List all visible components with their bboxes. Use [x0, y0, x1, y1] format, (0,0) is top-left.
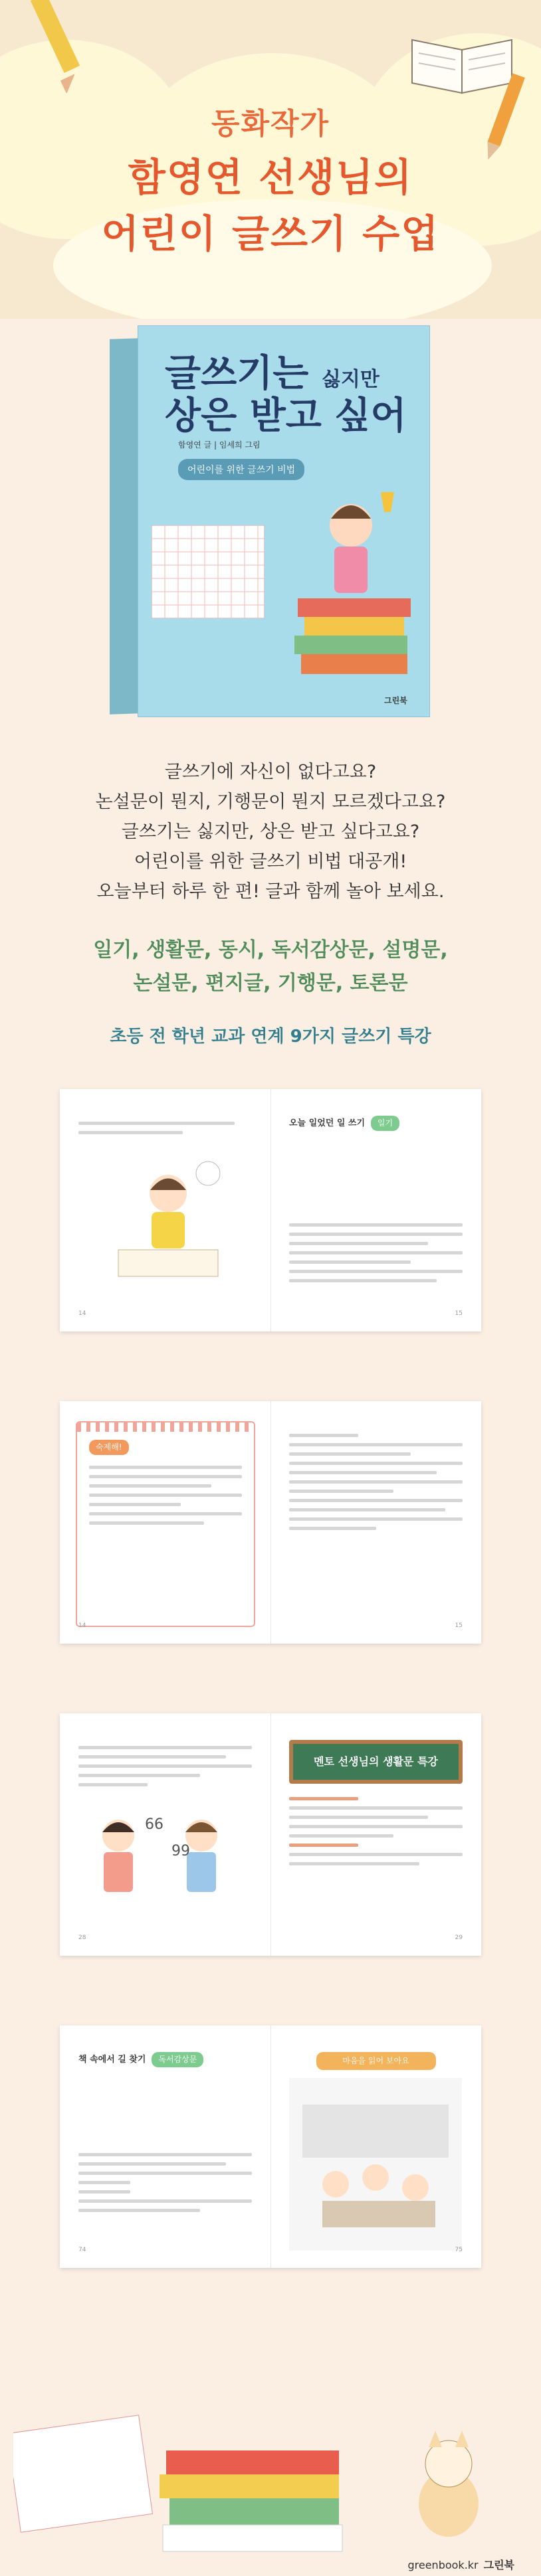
text-line: [289, 1844, 358, 1847]
page-number: 14: [78, 1310, 86, 1317]
description-line: 글쓰기에 자신이 없다고요?: [164, 762, 377, 782]
text-line: [289, 1806, 463, 1810]
pencil-icon: [13, 0, 100, 93]
footer-url[interactable]: greenbook.kr: [407, 2559, 479, 2571]
book-title-main-1: 글쓰기는: [165, 352, 309, 395]
book-title-main-2: 상은 받고 싶어: [165, 394, 407, 438]
text-line: [289, 1797, 358, 1800]
text-line: [289, 1527, 376, 1530]
spacer: [78, 2067, 252, 2147]
text-line: [89, 1466, 242, 1469]
special-lecture-banner: 초등 전 학년 교과 연계 9가지 글쓰기 특강: [110, 1027, 431, 1047]
text-line: [289, 1508, 445, 1511]
footer-credit: [407, 2557, 514, 2572]
text-line: [289, 1260, 411, 1264]
girl-writing-illustration: [92, 1154, 245, 1286]
text-line: [289, 1279, 437, 1282]
page-number: 74: [78, 2246, 86, 2253]
section-header: [289, 1116, 463, 1131]
text-line: [89, 1484, 211, 1488]
book-title-small-1: 싫지만: [321, 368, 379, 391]
text-line: [78, 1131, 183, 1134]
preview-spread-3: [60, 1713, 481, 1956]
text-line: [89, 1475, 242, 1478]
text-line: [289, 1270, 463, 1273]
text-line: [78, 1755, 226, 1759]
page-number: 28: [78, 1934, 86, 1941]
section-tag: 독서감상문: [152, 2052, 203, 2067]
grid-paper-icon: [13, 2411, 166, 2543]
preview-page-right: [270, 1713, 481, 1956]
text-line: [289, 1242, 428, 1245]
header-subtitle: 동화작가: [211, 107, 330, 141]
children-talking-illustration: [78, 1799, 238, 1899]
section-heading: 책 속에서 길 찾기: [78, 2055, 146, 2065]
page-number: 29: [455, 1934, 463, 1941]
text-line: [78, 2153, 252, 2156]
book-cover: [110, 325, 435, 717]
text-line: [289, 1462, 463, 1465]
preview-page-left: [60, 1089, 270, 1331]
book-author: 함영연 글 | 임세희 그림: [178, 440, 261, 450]
book-stack-icon: [153, 2444, 352, 2557]
genre-list-line2: 논설문, 편지글, 기행문, 토론문: [133, 972, 408, 995]
text-line: [78, 2209, 200, 2212]
text-line: [78, 2190, 130, 2193]
preview-page-left: [60, 1713, 270, 1956]
chalkboard-header: [289, 1740, 463, 1784]
text-line: [289, 1834, 393, 1838]
page-number: 14: [78, 1622, 86, 1629]
book-subtitle: 어린이를 위한 글쓰기 비법: [178, 459, 304, 480]
text-line: [289, 1471, 437, 1474]
text-line: [289, 1223, 463, 1227]
book-publisher: 그린북: [384, 696, 407, 705]
book-stack-illustration: [258, 485, 417, 685]
cat-icon: [399, 2424, 498, 2543]
footer-brand: 그린북: [483, 2559, 514, 2571]
svg-text:99: 99: [171, 1843, 190, 1859]
preview-page-right: [270, 1089, 481, 1331]
text-line: [289, 1499, 463, 1502]
header-banner: [0, 0, 541, 319]
text-line: [289, 1825, 463, 1828]
book-spine: [110, 338, 140, 715]
text-line: [78, 1746, 252, 1749]
svg-text:66: 66: [145, 1816, 163, 1833]
section-header: [78, 2052, 252, 2067]
notepad-illustration: [76, 1421, 255, 1627]
page-number: 15: [455, 1310, 463, 1317]
text-line: [289, 1517, 463, 1521]
section-heading: 오늘 일었던 일 쓰기: [289, 1118, 366, 1128]
text-line: [289, 1816, 428, 1819]
text-line: [89, 1503, 181, 1506]
text-line: [78, 1764, 252, 1768]
grid-paper-illustration: [152, 525, 265, 618]
notepad-body: [77, 1432, 254, 1539]
page-number: 15: [455, 1622, 463, 1629]
text-line: [89, 1494, 242, 1497]
book-title: [165, 353, 417, 438]
section-tag: 숙제해!: [89, 1440, 129, 1455]
preview-page-right: [270, 2025, 481, 2268]
description-line: 오늘부터 하루 한 편! 글과 함께 놀아 보세요.: [96, 881, 445, 902]
preview-page-left: [60, 1401, 270, 1644]
text-line: [289, 1490, 393, 1493]
chalkboard-title: 멘토 선생님의 생활문 특강: [314, 1755, 438, 1768]
text-line: [78, 1774, 200, 1777]
text-line: [289, 1443, 463, 1446]
text-line: [289, 1862, 419, 1865]
notepad-rings: [77, 1422, 254, 1432]
description-line: 어린이를 위한 글쓰기 비법 대공개!: [134, 851, 407, 872]
genre-list-line1: 일기, 생활문, 동시, 독서감상문, 설명문,: [93, 938, 448, 962]
text-line: [89, 1521, 204, 1525]
text-line: [78, 1783, 148, 1786]
footer: [0, 2404, 541, 2576]
text-line: [78, 2199, 252, 2203]
text-line: [289, 1434, 358, 1437]
preview-page-left: [60, 2025, 270, 2268]
ribbon-title: 마음을 읽어 보아요: [342, 2056, 409, 2065]
text-line: [78, 2162, 226, 2166]
text-line: [89, 1512, 242, 1515]
preview-spread-4: [60, 2025, 481, 2268]
text-line: [289, 1480, 463, 1484]
text-line: [289, 1853, 463, 1856]
preview-spread-1: [60, 1089, 481, 1331]
ribbon-header: [316, 2052, 436, 2070]
header-title-line1: 함영연 선생님의: [128, 155, 413, 200]
text-line: [78, 1122, 235, 1125]
spacer: [289, 1131, 463, 1217]
header-title-line2: 어린이 글쓰기 수업: [101, 211, 440, 256]
description-line: 글쓰기는 싫지만, 상은 받고 싶다고요?: [121, 821, 420, 842]
text-line: [289, 1251, 463, 1254]
text-line: [289, 1233, 463, 1236]
description-line: 논설문이 뭔지, 기행문이 뭔지 모르겠다고요?: [95, 792, 446, 812]
text-line: [78, 2172, 252, 2175]
page-number: 75: [455, 2246, 463, 2253]
book-front: [138, 325, 430, 717]
section-tag: 일기: [371, 1116, 399, 1131]
text-line: [289, 1452, 411, 1456]
text-line: [78, 2181, 130, 2184]
preview-page-right: [270, 1401, 481, 1644]
classroom-illustration: [289, 2078, 462, 2251]
preview-spread-2: [60, 1401, 481, 1644]
